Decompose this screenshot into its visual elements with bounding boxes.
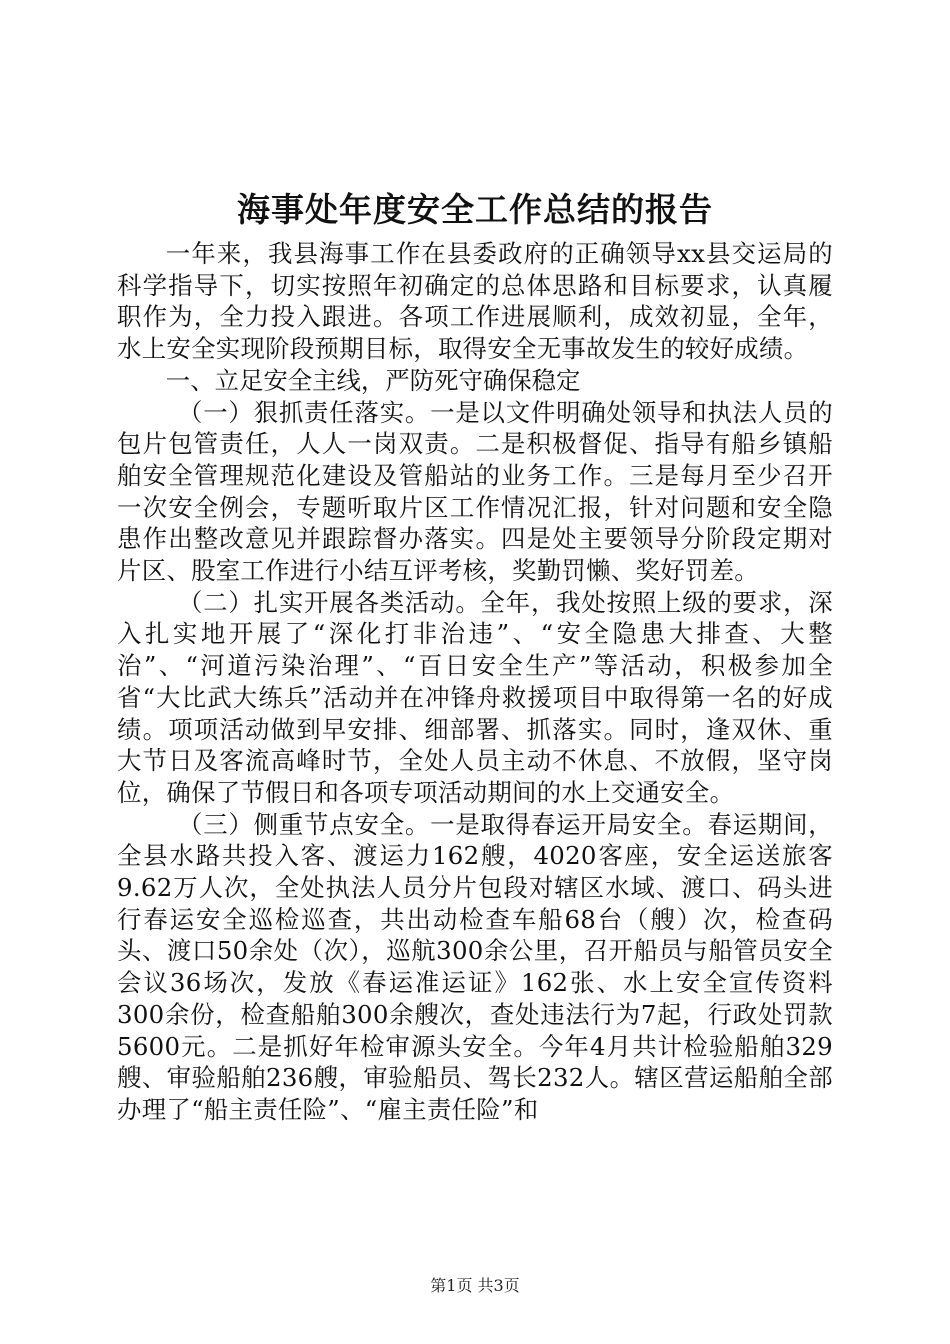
- document-body: [117, 238, 833, 1126]
- paragraph-responsibility: （一）狠抓责任落实。一是以文件明确处领导和执法人员的包片包管责任，人人一岗双责。二是积极督促、指导有船乡镇船舶安全管理规范化建设及管船站的业务工作。三是每月至少召开一次安全例会，专题听取片区工作情况汇报，针对问题和安全隐患作出整改意见并跟踪督办落实。四是处主要领导分阶段定期对片区、股室工作进行小结互评考核，奖勤罚懒、奖好罚差。: [117, 397, 833, 586]
- paragraph-intro: 一年来，我县海事工作在县委政府的正确领导xx县交运局的科学指导下，切实按照年初确定的总体思路和目标要求，认真履职作为，全力投入跟进。各项工作进展顺利，成效初显，全年，水上安全实现阶段预期目标，取得安全无事故发生的较好成绩。: [117, 239, 833, 364]
- section-heading-1: 一、立足安全主线，严防死守确保稳定: [165, 365, 581, 395]
- paragraph-key-safety: （三）侧重节点安全。一是取得春运开局安全。春运期间，全县水路共投入客、渡运力162艘，4020客座，安全运送旅客9.62万人次，全处执法人员分片包段对辖区水域、渡口、码头进行春运安全巡检巡查，共出动检查车船68台（艘）次，检查码头、渡口50余处（次），巡航300余公里，召开船员与船管员安全会议36场次，发放《春运准运证》162张、水上安全宣传资料300余份，检查船舶300余艘次，查处违法行为7起，行政处罚款5600元。二是抓好年检审源头安全。今年4月共计检验船舶329艘、审验船舶236艘，审验船员、驾长232人。辖区营运船舶全部办理了“船主责任险”、“雇主责任险”和: [117, 809, 833, 1124]
- paragraph-activities: （二）扎实开展各类活动。全年，我处按照上级的要求，深入扎实地开展了“深化打非治违”、“安全隐患大排查、大整治”、“河道污染治理”、“百日安全生产”等活动，积极参加全省“大比武大练兵”活动并在冲锋舟救援项目中取得第一名的好成绩。项项活动做到早安排、细部署、抓落实。同时，逢双休、重大节日及客流高峰时节，全处人员主动不休息、不放假，坚守岗位，确保了节假日和各项专项活动期间的水上交通安全。: [117, 587, 833, 807]
- document-title: 海事处年度安全工作总结的报告: [237, 190, 713, 229]
- page-footer: 第1页 共3页: [430, 1276, 520, 1295]
